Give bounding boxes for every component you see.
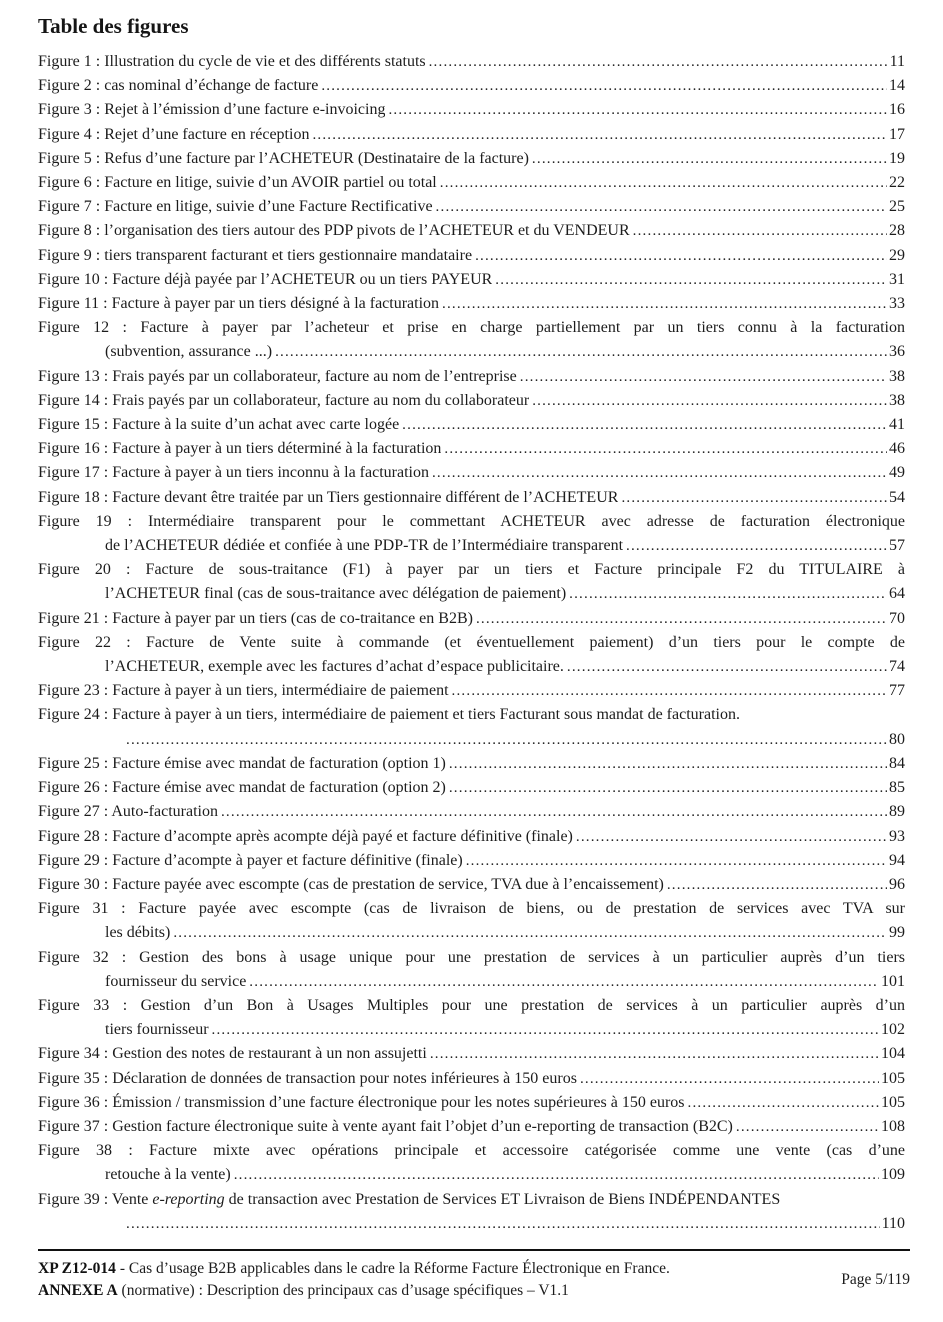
toc-entry-figure-7 [38, 195, 905, 219]
toc-page-number: 94 [889, 851, 905, 869]
toc-entry-figure-22 [38, 631, 905, 679]
toc-entry-text: l’ACHETEUR, exemple avec les factures d’achat d’espace publicitaire. [105, 658, 564, 676]
toc-page-number: 17 [889, 125, 905, 143]
toc-entry-text: Figure 8 : l’organisation des tiers autour des PDP pivots de l’ACHETEUR et du VENDEUR [38, 222, 630, 240]
italic-term: e-reporting [152, 1190, 225, 1208]
dot-leader [249, 970, 879, 994]
footer-document-info [38, 1258, 670, 1302]
dot-leader [173, 921, 887, 945]
toc-page-number: 57 [889, 537, 905, 555]
toc-entry-text: Figure 38 : Facture mixte avec opérations principale et accessoire catégorisée comme une vente (cas d’une [38, 1142, 905, 1160]
toc-page-number: 41 [889, 416, 905, 434]
dot-leader [466, 849, 887, 873]
toc-page-number: 33 [889, 295, 905, 313]
dot-leader [633, 219, 887, 243]
dot-leader [442, 292, 887, 316]
dot-leader [234, 1163, 879, 1187]
toc-entry-figure-14 [38, 389, 905, 413]
page-title: Table des figures [38, 14, 189, 38]
dot-leader [432, 461, 887, 485]
toc-page-number: 109 [881, 1166, 905, 1184]
toc-entry-figure-8 [38, 219, 905, 243]
toc-entry-text: Figure 4 : Rejet d’une facture en réception [38, 125, 310, 143]
toc-page-number: 99 [889, 924, 905, 942]
toc-page-number: 54 [889, 488, 905, 506]
toc-entry-text: Figure 16 : Facture à payer à un tiers déterminé à la facturation [38, 440, 442, 458]
dot-leader [452, 679, 887, 703]
dot-leader [476, 607, 887, 631]
toc-entry-text: Figure 5 : Refus d’une facture par l’ACHETEUR (Destinataire de la facture) [38, 149, 529, 167]
toc-page-number: 70 [889, 609, 905, 627]
toc-entry-figure-25 [38, 752, 905, 776]
dot-leader [275, 340, 887, 364]
toc-page-number: 49 [889, 464, 905, 482]
toc-entry-figure-33 [38, 994, 905, 1042]
dot-leader [495, 268, 887, 292]
toc-page-number: 80 [889, 730, 905, 748]
toc-page-number: 101 [881, 972, 905, 990]
toc-page-number: 38 [889, 367, 905, 385]
footer-doc-code: XP Z12-014 [38, 1260, 116, 1277]
dot-leader [221, 800, 887, 824]
toc-entry-figure-29 [38, 849, 905, 873]
dot-leader [321, 74, 887, 98]
toc-page-number: 22 [889, 174, 905, 192]
toc-entry-text: l’ACHETEUR final (cas de sous-traitance avec délégation de paiement) [105, 585, 567, 603]
toc-page-number: 16 [889, 101, 905, 119]
toc-page-number: 84 [889, 754, 905, 772]
toc-entry-text: Figure 12 : Facture à payer par l’acheteur et prise en charge partiellement par un tiers connu à la facturation [38, 319, 905, 337]
toc-page-number: 31 [889, 270, 905, 288]
toc-entry-text: tiers fournisseur [105, 1021, 209, 1039]
toc-entry-figure-37 [38, 1115, 905, 1139]
toc-entry-text: (subvention, assurance ...) [105, 343, 273, 361]
dot-leader [688, 1091, 879, 1115]
dot-leader [312, 123, 887, 147]
toc-entry-figure-23 [38, 679, 905, 703]
toc-entry-text: Figure 13 : Frais payés par un collaborateur, facture au nom de l’entreprise [38, 367, 517, 385]
page-indicator: Page 5/119 [841, 1271, 910, 1288]
toc-entry-text: Figure 9 : tiers transparent facturant et tiers gestionnaire mandataire [38, 246, 473, 264]
toc-entry-text: Figure 15 : Facture à la suite d’un achat avec carte logée [38, 416, 400, 434]
dot-leader [126, 1212, 880, 1236]
toc-entry-figure-36 [38, 1091, 905, 1115]
toc-entry-figure-39 [38, 1188, 905, 1236]
dot-leader [388, 98, 887, 122]
toc-entry-text: Figure 34 : Gestion des notes de restaurant à un non assujetti [38, 1045, 427, 1063]
toc-entry-text: Figure 1 : Illustration du cycle de vie et des différents statuts [38, 53, 426, 70]
toc-entry-figure-19 [38, 510, 905, 558]
toc-entry-text: Figure 32 : Gestion des bons à usage unique pour une prestation de services à un particulier auprès d’un tiers [38, 948, 905, 966]
toc-entry-figure-24 [38, 703, 905, 751]
footer-line-1 [38, 1258, 670, 1280]
toc-entry-text: Figure 25 : Facture émise avec mandat de facturation (option 1) [38, 754, 446, 772]
toc-entry-text: Figure 27 : Auto-facturation [38, 803, 218, 821]
toc-entry-figure-21 [38, 607, 905, 631]
footer-doc-desc: - Cas d’usage B2B applicables dans le cadre la Réforme Facture Électronique en France. [115, 1260, 670, 1277]
dot-leader [444, 437, 887, 461]
toc-entry-text: Figure 6 : Facture en litige, suivie d’un AVOIR partiel ou total [38, 174, 437, 192]
toc-entry-text: Figure 20 : Facture de sous-traitance (F1) à payer par un tiers et Facture principale F2 du TITULAIRE à [38, 561, 905, 579]
toc-entry-text: Figure 30 : Facture payée avec escompte (cas de prestation de service, TVA due à l’encaissement) [38, 875, 664, 893]
toc-page-number: 104 [881, 1045, 905, 1063]
toc-page-number: 105 [881, 1093, 905, 1111]
dot-leader [626, 534, 887, 558]
toc-entry-figure-38 [38, 1139, 905, 1187]
page-footer [38, 1249, 910, 1302]
toc-page-number: 19 [889, 149, 905, 167]
toc-entry-text: Figure 29 : Facture d’acompte à payer et facture définitive (finale) [38, 851, 463, 869]
toc-entry-text: Figure 26 : Facture émise avec mandat de facturation (option 2) [38, 779, 446, 797]
toc-page-number: 105 [881, 1069, 905, 1087]
footer-annex-desc: (normative) : Description des principaux cas d’usage spécifiques – V1.1 [117, 1282, 569, 1299]
toc-entry-text: Figure 18 : Facture devant être traitée par un Tiers gestionnaire différent de l’ACHETEUR [38, 488, 619, 506]
toc-page-number: 108 [881, 1117, 905, 1135]
toc-entry-figure-12 [38, 316, 905, 364]
dot-leader [580, 1067, 879, 1091]
table-of-figures [38, 50, 905, 1236]
toc-entry-text: Figure 7 : Facture en litige, suivie d’une Facture Rectificative [38, 198, 433, 216]
toc-page-number: 28 [889, 222, 905, 240]
toc-entry-figure-30 [38, 873, 905, 897]
toc-page-number: 93 [889, 827, 905, 845]
toc-page-number: 46 [889, 440, 905, 458]
footer-line-2 [38, 1280, 670, 1302]
toc-page-number: 11 [889, 53, 905, 70]
toc-entry-figure-13 [38, 365, 905, 389]
toc-entry-figure-16 [38, 437, 905, 461]
toc-entry-figure-10 [38, 268, 905, 292]
toc-entry-figure-2 [38, 74, 905, 98]
toc-page-number: 96 [889, 875, 905, 893]
toc-entry-text: Figure 19 : Intermédiaire transparent pour le commettant ACHETEUR avec adresse de facturation électronique [38, 512, 905, 530]
dot-leader [212, 1018, 879, 1042]
toc-entry-text: Figure 21 : Facture à payer par un tiers (cas de co-traitance en B2B) [38, 609, 473, 627]
toc-page-number: 102 [881, 1021, 905, 1039]
toc-entry-figure-34 [38, 1042, 905, 1066]
dot-leader [532, 147, 887, 171]
dot-leader [430, 1042, 879, 1066]
dot-leader [576, 825, 887, 849]
toc-entry-figure-20 [38, 558, 905, 606]
dot-leader [667, 873, 887, 897]
toc-entry-figure-15 [38, 413, 905, 437]
dot-leader [569, 582, 887, 606]
toc-entry-text: fournisseur du service [105, 972, 247, 990]
toc-entry-text: Figure 37 : Gestion facture électronique suite à vente ayant fait l’objet d’un e-reporting de transaction (B2C) [38, 1117, 733, 1135]
dot-leader [621, 486, 887, 510]
toc-entry-figure-35 [38, 1067, 905, 1091]
toc-page-number: 29 [889, 246, 905, 264]
footer-annex-code: ANNEXE A [38, 1282, 118, 1299]
toc-entry-text: Figure 36 : Émission / transmission d’une facture électronique pour les notes supérieures à 150 euros [38, 1093, 685, 1111]
dot-leader [126, 728, 887, 752]
toc-entry-figure-27 [38, 800, 905, 824]
dot-leader [736, 1115, 879, 1139]
dot-leader [449, 776, 887, 800]
dot-leader [440, 171, 887, 195]
dot-leader [436, 195, 887, 219]
toc-entry-text: retouche à la vente) [105, 1166, 231, 1184]
dot-leader [567, 655, 887, 679]
toc-page-number: 14 [889, 77, 905, 95]
toc-entry-text: de l’ACHETEUR dédiée et confiée à une PDP-TR de l’Intermédiaire transparent [105, 537, 624, 555]
toc-page-number: 89 [889, 803, 905, 821]
toc-page-number: 110 [881, 1214, 905, 1232]
toc-entry-text: Figure 39 : Vente e-reporting de transaction avec Prestation de Services ET Livraison de Biens INDÉPENDANTES [38, 1190, 781, 1208]
toc-entry-figure-31 [38, 897, 905, 945]
toc-page-number: 74 [889, 658, 905, 676]
dot-leader [475, 244, 887, 268]
toc-page-number: 25 [889, 198, 905, 216]
toc-entry-text: Figure 35 : Déclaration de données de transaction pour notes inférieures à 150 euros [38, 1069, 577, 1087]
toc-entry-figure-1 [38, 50, 905, 74]
toc-page-number: 36 [889, 343, 905, 361]
dot-leader [520, 365, 887, 389]
toc-entry-text: Figure 3 : Rejet à l’émission d’une facture e-invoicing [38, 101, 386, 119]
toc-entry-figure-4 [38, 123, 905, 147]
toc-entry-figure-11 [38, 292, 905, 316]
toc-entry-figure-28 [38, 825, 905, 849]
toc-entry-text: Figure 2 : cas nominal d’échange de facture [38, 77, 319, 95]
toc-entry-figure-6 [38, 171, 905, 195]
toc-entry-figure-26 [38, 776, 905, 800]
toc-entry-figure-18 [38, 486, 905, 510]
toc-entry-text: Figure 24 : Facture à payer à un tiers, intermédiaire de paiement et tiers Facturant sous mandat de facturation. [38, 706, 740, 724]
toc-entry-text: Figure 31 : Facture payée avec escompte (cas de livraison de biens, ou de prestation de services avec TVA sur [38, 900, 905, 918]
toc-entry-figure-32 [38, 946, 905, 994]
toc-page-number: 85 [889, 779, 905, 797]
toc-entry-text: Figure 33 : Gestion d’un Bon à Usages Multiples pour une prestation de services à un particulier auprès d’un [38, 996, 905, 1014]
toc-entry-figure-17 [38, 461, 905, 485]
toc-page-number: 77 [889, 682, 905, 700]
toc-entry-text: Figure 28 : Facture d’acompte après acompte déjà payé et facture définitive (finale) [38, 827, 573, 845]
toc-entry-figure-3 [38, 98, 905, 122]
dot-leader [449, 752, 887, 776]
toc-entry-text: Figure 11 : Facture à payer par un tiers désigné à la facturation [38, 295, 440, 313]
toc-entry-text: Figure 22 : Facture de Vente suite à commande (et éventuellement paiement) d’un tiers pour le compte de [38, 633, 905, 651]
dot-leader [429, 50, 888, 74]
toc-entry-text: Figure 14 : Frais payés par un collaborateur, facture au nom du collaborateur [38, 391, 530, 409]
toc-entry-figure-5 [38, 147, 905, 171]
dot-leader [532, 389, 887, 413]
toc-page-number: 64 [889, 585, 905, 603]
toc-entry-figure-9 [38, 244, 905, 268]
toc-entry-text: Figure 17 : Facture à payer à un tiers inconnu à la facturation [38, 464, 429, 482]
dot-leader [402, 413, 887, 437]
toc-page-number: 38 [889, 391, 905, 409]
toc-entry-text: les débits) [105, 924, 171, 942]
toc-entry-text: Figure 23 : Facture à payer à un tiers, intermédiaire de paiement [38, 682, 449, 700]
toc-entry-text: Figure 10 : Facture déjà payée par l’ACHETEUR ou un tiers PAYEUR [38, 270, 493, 288]
